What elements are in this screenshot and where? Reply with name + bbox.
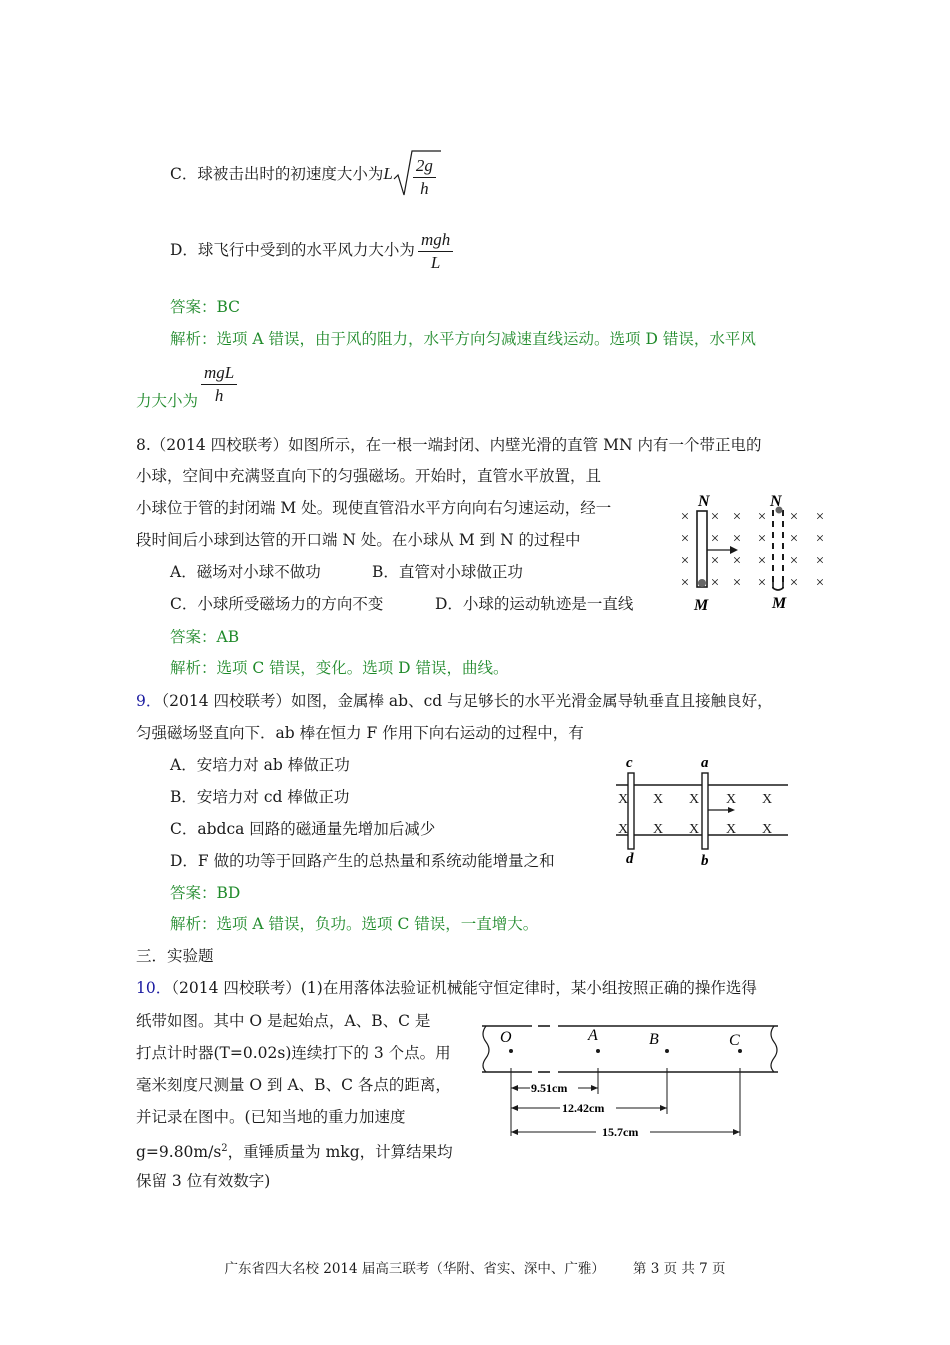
q8-answer: 答案：AB xyxy=(170,628,240,646)
q8-analysis: 解析：选项 C 错误，变化。选项 D 错误，曲线。 xyxy=(170,659,509,677)
label-B: B xyxy=(649,1031,659,1048)
q8-stem-line1: 8.（2014 四校联考）如图所示，在一根一端封闭、内壁光滑的直管 MN 内有一个带正电的 xyxy=(136,436,762,454)
q10-stem-line6 xyxy=(136,1139,453,1162)
field-cross-mark: × xyxy=(710,531,720,547)
footer-title: 广东省四大名校 2014 届高三联考（华附、省实、深中、广雅） xyxy=(224,1261,605,1277)
field-cross-mark: × xyxy=(710,575,720,591)
point-B xyxy=(665,1049,669,1053)
label-d: d xyxy=(626,851,634,867)
q7-option-c xyxy=(170,148,436,200)
field-cross-mark: × xyxy=(815,553,825,569)
field-cross-mark: X xyxy=(761,792,773,807)
point-O xyxy=(509,1049,513,1053)
label-N-left: N xyxy=(698,493,710,510)
q8-stem-line2: 小球，空间中充满竖直向下的匀强磁场。开始时，直管水平放置，且 xyxy=(136,467,602,485)
q7-analysis-line2 xyxy=(136,362,237,412)
field-cross-mark: X xyxy=(652,792,664,807)
label-M-right: M xyxy=(772,595,787,612)
q7-option-c-L: L xyxy=(383,164,393,183)
field-cross-mark: X xyxy=(725,792,737,807)
field-cross-mark: X xyxy=(617,792,629,807)
q10-stem-line4: 毫米刻度尺测量 O 到 A、B、C 各点的距离， xyxy=(136,1076,451,1094)
q8-stem-line4: 段时间后小球到达管的开口端 N 处。在小球从 M 到 N 的过程中 xyxy=(136,531,581,549)
q9-option-a: A．安培力对 ab 棒做正功 xyxy=(170,756,350,774)
q7-option-d-numerator: mgh xyxy=(418,229,453,252)
field-cross-mark: × xyxy=(757,553,767,569)
rod-cd xyxy=(628,773,634,849)
q7-answer: 答案：BC xyxy=(170,298,241,316)
label-O: O xyxy=(500,1029,512,1046)
tape-right-end xyxy=(771,1026,777,1072)
q7-option-c-sqrt xyxy=(393,149,436,201)
footer-page-number: 第 3 页 共 7 页 xyxy=(632,1261,726,1277)
q9-stem-line1 xyxy=(136,691,773,711)
field-cross-mark: × xyxy=(815,575,825,591)
q8-option-b: B．直管对小球做正功 xyxy=(372,563,523,581)
q7-analysis-line1: 解析：选项 A 错误，由于风的阻力，水平方向匀减速直线运动。选项 D 错误，水平风 xyxy=(170,330,756,348)
field-cross-mark: × xyxy=(815,531,825,547)
field-cross-mark: × xyxy=(680,575,690,591)
arrow-head-icon xyxy=(591,1085,598,1091)
field-cross-mark: X xyxy=(725,822,737,837)
field-cross-mark: × xyxy=(732,553,742,569)
label-distance-OA: 9.51cm xyxy=(531,1081,568,1095)
field-cross-mark: × xyxy=(789,509,799,525)
field-cross-mark: × xyxy=(789,553,799,569)
field-cross-mark: × xyxy=(789,531,799,547)
field-cross-mark: X xyxy=(652,822,664,837)
q7-option-c-denominator: h xyxy=(420,178,429,198)
q7-analysis-text: 力大小为 xyxy=(136,392,199,410)
field-cross-mark: × xyxy=(732,509,742,525)
q9-figure xyxy=(610,753,790,871)
q7-analysis-numerator: mgL xyxy=(201,362,237,385)
q10-stem-line2: 纸带如图。其中 O 是起始点，A、B、C 是 xyxy=(136,1012,431,1030)
q10-stem-line7: 保留 3 位有效数字) xyxy=(136,1172,271,1190)
q10-figure xyxy=(478,1018,788,1146)
arrow-head-icon xyxy=(511,1129,518,1135)
field-cross-mark: × xyxy=(757,509,767,525)
label-distance-OB: 12.42cm xyxy=(562,1101,605,1115)
q10-stem-line1 xyxy=(136,978,757,998)
q7-option-d-text: D．球飞行中受到的水平风力大小为 xyxy=(170,241,415,259)
q8-option-a: A．磁场对小球不做功 xyxy=(170,563,321,581)
point-A xyxy=(596,1049,600,1053)
field-cross-mark: X xyxy=(617,822,629,837)
q7-option-d xyxy=(170,224,453,276)
paper-tape-diagram xyxy=(478,1018,788,1146)
q9-number: 9． xyxy=(136,692,162,710)
q10-stem-line3: 打点计时器(T=0.02s)连续打下的 3 个点。用 xyxy=(136,1044,451,1062)
field-cross-mark: × xyxy=(680,509,690,525)
arrow-head-icon xyxy=(733,1129,740,1135)
q8-stem-line3: 小球位于管的封闭端 M 处。现使直管沿水平方向向右匀速运动，经一 xyxy=(136,499,612,517)
page-footer xyxy=(0,1257,950,1277)
label-b: b xyxy=(701,853,709,869)
section-3-heading: 三．实验题 xyxy=(136,947,214,965)
q10-stem-line5: 并记录在图中。(已知当地的重力加速度 xyxy=(136,1108,406,1126)
field-cross-mark: X xyxy=(688,792,700,807)
q9-analysis: 解析：选项 A 错误，负功。选项 C 错误，一直增大。 xyxy=(170,915,539,933)
q9-option-b: B．安培力对 cd 棒做正功 xyxy=(170,788,350,806)
field-cross-mark: X xyxy=(761,822,773,837)
field-cross-mark: × xyxy=(757,531,767,547)
ball-left xyxy=(698,579,706,587)
rails-and-rods-diagram xyxy=(610,753,790,871)
field-cross-mark: × xyxy=(732,575,742,591)
arrow-head-icon xyxy=(660,1105,667,1111)
q9-stem-line2: 匀强磁场竖直向下．ab 棒在恒力 F 作用下向右运动的过程中，有 xyxy=(136,724,584,742)
field-cross-mark: × xyxy=(710,553,720,569)
field-cross-mark: × xyxy=(680,553,690,569)
q10-number: 10． xyxy=(136,979,172,997)
label-c: c xyxy=(626,755,633,771)
label-a: a xyxy=(701,755,709,771)
q7-analysis-fraction xyxy=(201,362,237,407)
q10-stem-text6: ，重锤质量为 mkg，计算结果均 xyxy=(227,1143,453,1162)
label-C: C xyxy=(729,1032,740,1049)
q9-answer: 答案：BD xyxy=(170,884,241,902)
q8-option-d: D．小球的运动轨迹是一直线 xyxy=(435,595,634,613)
arrow-head-icon xyxy=(511,1105,518,1111)
q7-option-c-fraction xyxy=(413,155,436,200)
arrow-head-icon xyxy=(728,807,735,813)
q7-option-c-numerator: 2g xyxy=(413,155,436,178)
field-cross-mark: X xyxy=(688,822,700,837)
q8-option-c: C．小球所受磁场力的方向不变 xyxy=(170,595,384,613)
field-cross-mark: × xyxy=(710,509,720,525)
label-N-right: N xyxy=(770,493,782,510)
q9-stem-text: （2014 四校联考）如图，金属棒 ab、cd 与足够长的水平光滑金属导轨垂直且接触良好， xyxy=(161,692,773,710)
tape-left-end xyxy=(483,1026,489,1072)
label-A: A xyxy=(588,1027,598,1044)
field-cross-mark: × xyxy=(732,531,742,547)
arrow-head-icon xyxy=(511,1085,518,1091)
q10-gravity: g=9.80m/s xyxy=(136,1143,222,1162)
q9-option-c: C．abdca 回路的磁通量先增加后减少 xyxy=(170,820,436,838)
label-M-left: M xyxy=(694,597,709,614)
q7-option-d-denominator: L xyxy=(430,252,441,272)
label-distance-OC: 15.7cm xyxy=(602,1125,639,1139)
field-cross-mark: × xyxy=(789,575,799,591)
q8-figure xyxy=(672,488,837,616)
rod-ab xyxy=(702,773,708,849)
field-cross-mark: × xyxy=(680,531,690,547)
q10-stem-text: （2014 四校联考）(1)在用落体法验证机械能守恒定律时，某小组按照正确的操作选得 xyxy=(171,979,757,997)
q7-option-d-fraction xyxy=(418,229,453,274)
q7-option-c-text: C．球被击出时的初速度大小为 xyxy=(170,165,384,183)
magnetic-field-tube-diagram xyxy=(672,488,837,616)
field-cross-mark: × xyxy=(815,509,825,525)
point-C xyxy=(738,1049,742,1053)
field-cross-mark: × xyxy=(757,575,767,591)
q10-gravity-exponent: 2 xyxy=(221,1143,228,1154)
q7-analysis-denominator: h xyxy=(214,385,224,405)
q9-option-d: D．F 做的功等于回路产生的总热量和系统动能增量之和 xyxy=(170,852,555,870)
tube-left xyxy=(697,511,707,587)
tube-right-bottom xyxy=(773,580,783,590)
